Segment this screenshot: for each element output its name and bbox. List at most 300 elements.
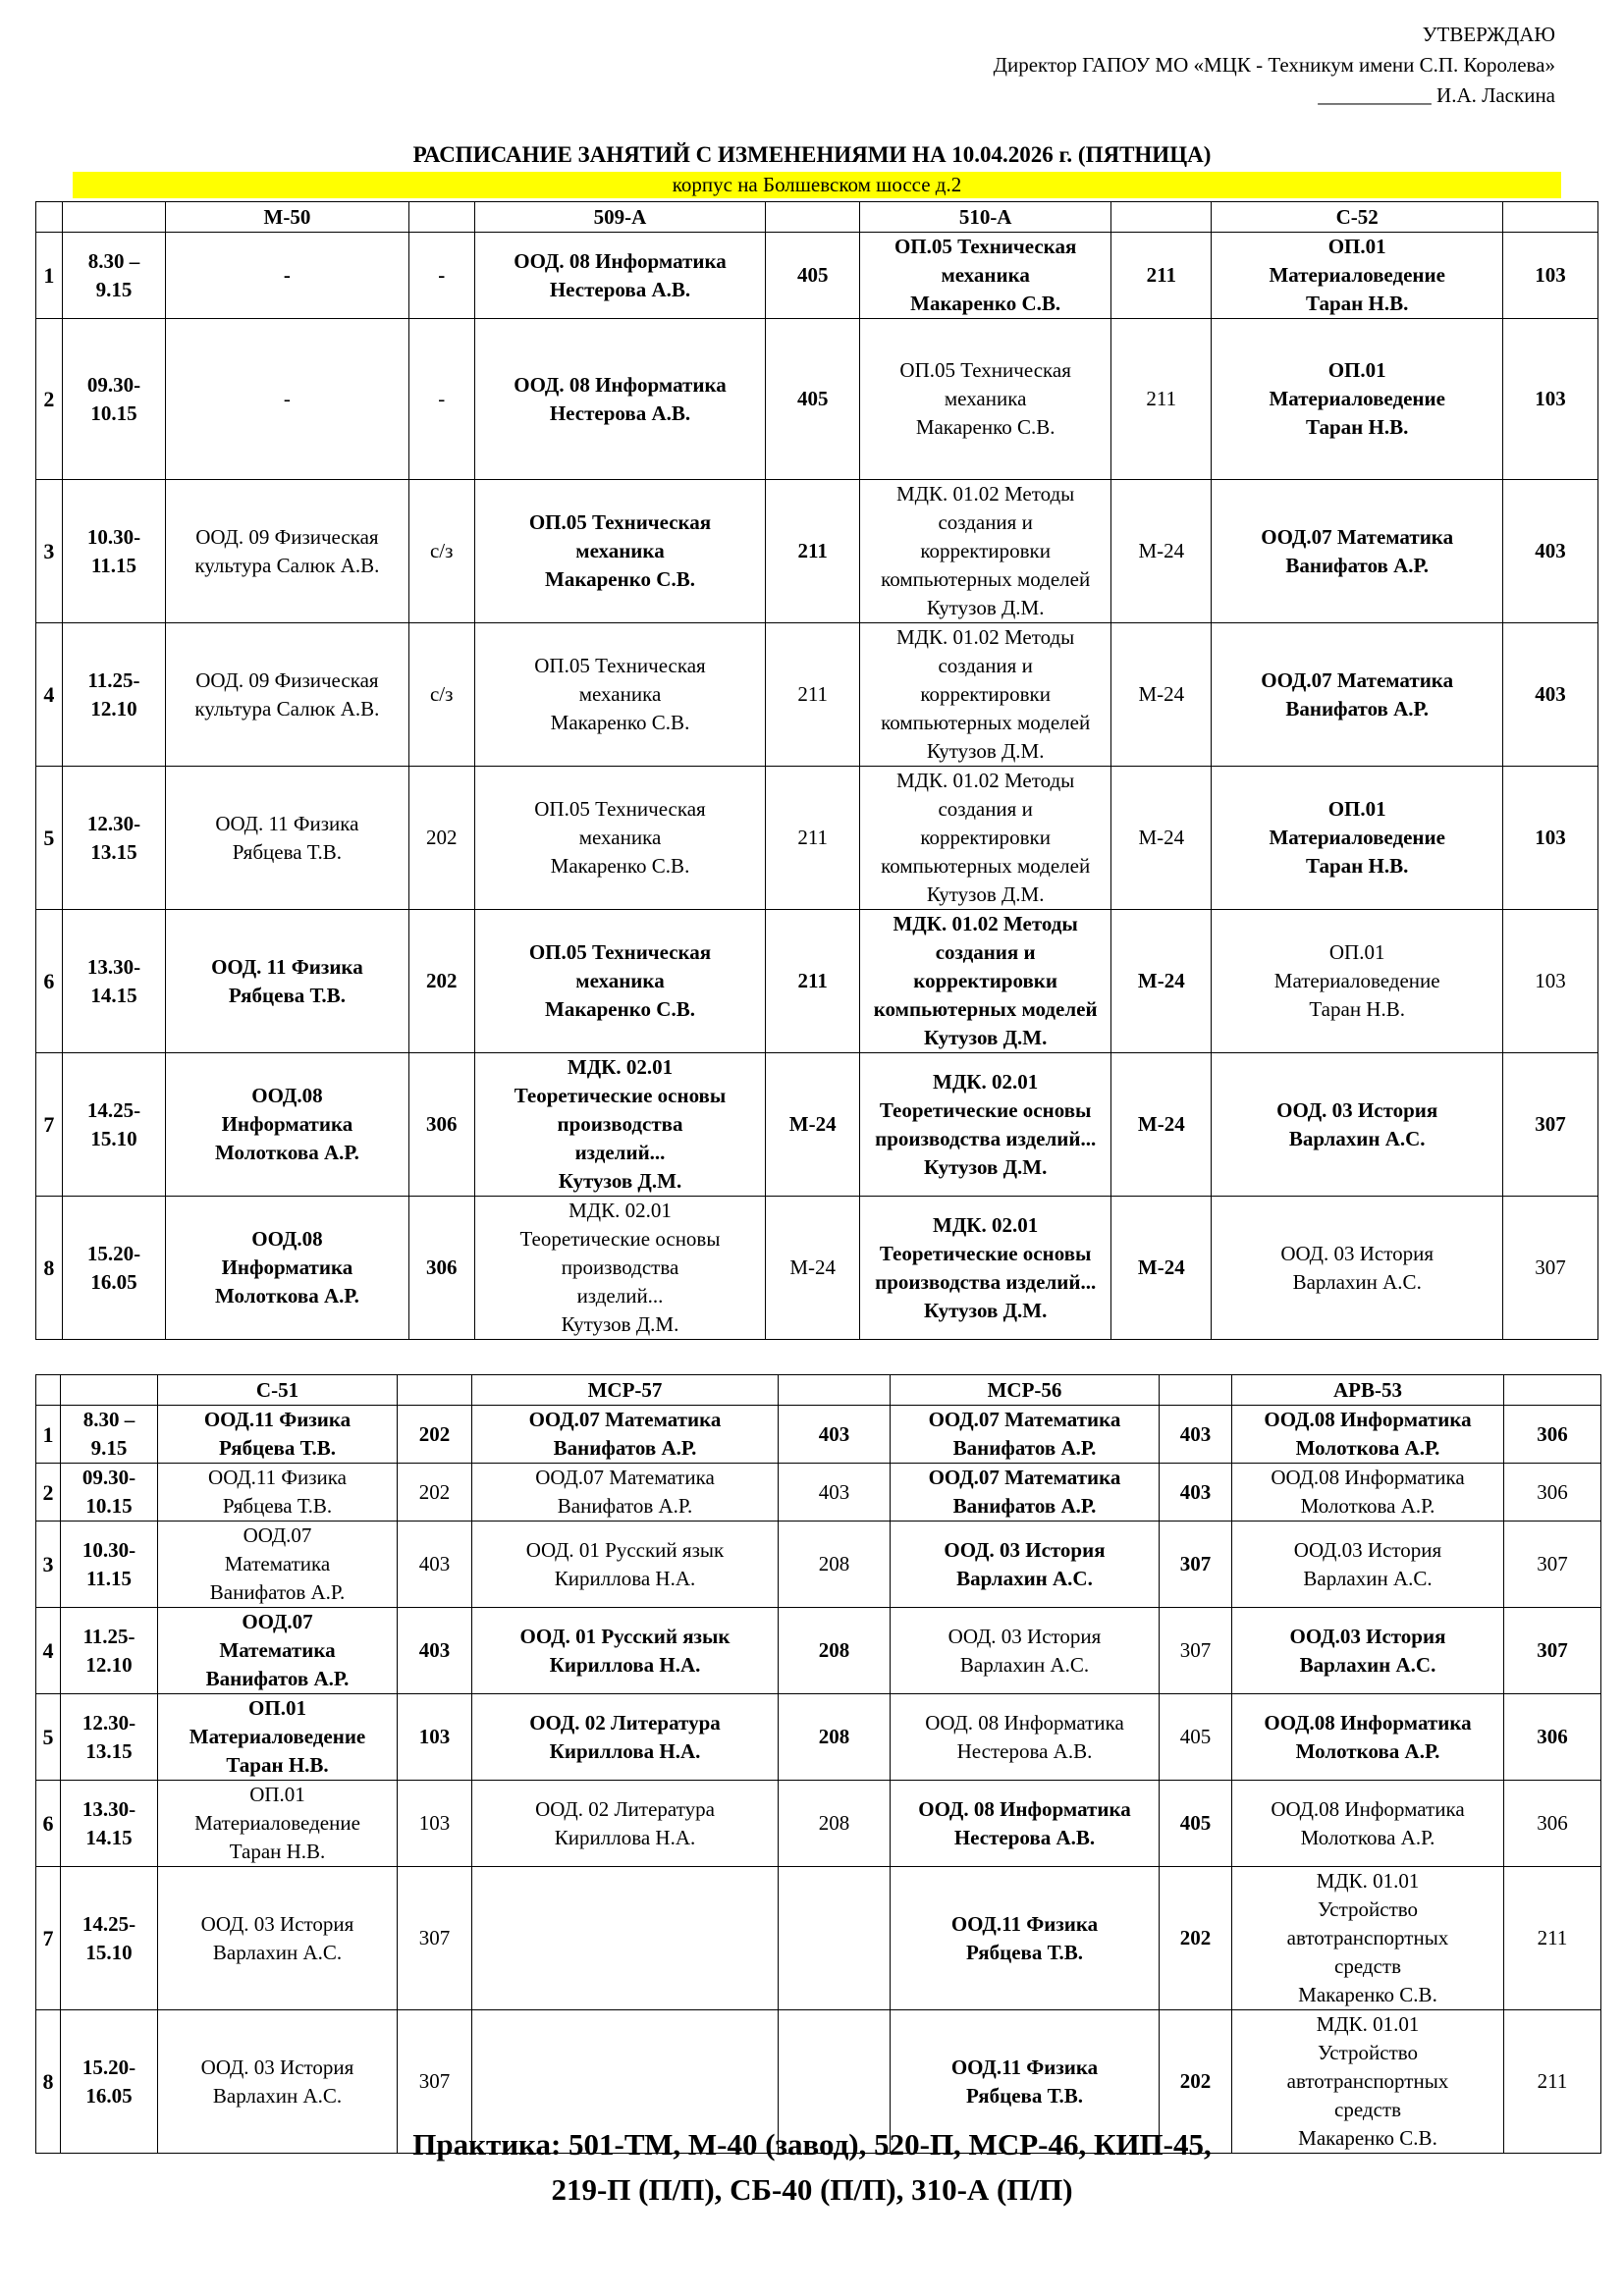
lesson-room (1502, 1197, 1597, 1340)
lesson-subject-text: МДК. 01.02 Методы создания и корректировки компьютерных моделей Кутузов Д.М. (881, 482, 1091, 619)
lesson-room (408, 319, 474, 480)
lesson-time (62, 480, 166, 623)
lesson-room-text: 307 (1535, 1112, 1566, 1136)
lesson-subject (1232, 1406, 1504, 1464)
lesson-room-text: 211 (797, 539, 828, 562)
lesson-time-text: 11.25- 12.10 (82, 1624, 135, 1677)
lesson-time (62, 910, 166, 1053)
lesson-subject-text: ООД. 01 Русский язык Кириллова Н.А. (525, 1537, 725, 1590)
lesson-time-text: 12.30- 13.15 (86, 811, 141, 864)
lesson-subject-text: ООД. 08 Информатика Нестерова А.В. (925, 1710, 1124, 1763)
lesson-room (779, 1608, 891, 1694)
lesson-subject (474, 480, 765, 623)
lesson-room-text: 202 (1179, 1926, 1212, 1949)
lesson-room-text: 103 (418, 1725, 451, 1748)
lesson-number-text: 7 (43, 1112, 55, 1137)
lesson-room-text: 103 (1535, 263, 1566, 287)
lesson-room (1502, 1053, 1597, 1197)
lesson-subject (1232, 1522, 1504, 1608)
group-header (166, 202, 408, 233)
lesson-room-text: с/з (429, 539, 454, 562)
lesson-room (1502, 623, 1597, 767)
lesson-subject-text: ООД.07 Математика Ванифатов А.Р. (1261, 524, 1454, 577)
group-header-text: М-50 (263, 205, 311, 229)
lesson-subject (472, 1867, 779, 2010)
lesson-time-text: 15.20- 16.05 (86, 1241, 141, 1294)
lesson-subject (474, 233, 765, 319)
lesson-subject (860, 233, 1111, 319)
lesson-subject (1212, 1197, 1502, 1340)
lesson-room-text: 306 (425, 1255, 458, 1279)
lesson-number-text: 4 (42, 1638, 54, 1663)
group-header (891, 1375, 1160, 1406)
lesson-subject-text: ООД.07 Математика Ванифатов А.Р. (205, 1610, 350, 1690)
lesson-number (36, 1781, 61, 1867)
lesson-number (36, 623, 63, 767)
lesson-room-text: 211 (797, 826, 829, 849)
lesson-number (36, 1464, 61, 1522)
lesson-row (36, 767, 1598, 910)
lesson-room (766, 319, 860, 480)
lesson-room (1504, 1781, 1601, 1867)
lesson-subject (158, 1867, 398, 2010)
lesson-subject (158, 1522, 398, 1608)
lesson-time-text: 09.30- 10.15 (86, 372, 141, 425)
lesson-row (36, 1053, 1598, 1197)
lesson-number (36, 1406, 61, 1464)
lesson-time-text: 14.25- 15.10 (81, 1911, 136, 1964)
lesson-number-text: 1 (43, 263, 55, 288)
lesson-room-text: 202 (425, 826, 458, 849)
lesson-room (779, 1694, 891, 1781)
lesson-room-text: - (438, 263, 446, 287)
lesson-room-text: 211 (797, 682, 829, 706)
lesson-subject-text: ООД. 03 История Варлахин А.С. (947, 1624, 1102, 1677)
lesson-number-text: 5 (43, 826, 55, 850)
lesson-number (36, 1053, 63, 1197)
lesson-subject-text: ООД.03 История Варлахин А.С. (1293, 1537, 1442, 1590)
lesson-room (398, 1867, 472, 2010)
lesson-number-text: 6 (43, 969, 55, 993)
lesson-number-text: 2 (43, 387, 55, 411)
lesson-time (61, 1522, 158, 1608)
lesson-subject-text: ООД.08 Информатика Молоткова А.Р. (214, 1084, 359, 1164)
group-room-header (1111, 202, 1212, 233)
lesson-time-text: 10.30- 11.15 (86, 524, 141, 577)
lesson-subject (891, 1522, 1160, 1608)
lesson-number-text: 3 (43, 539, 55, 563)
lesson-room-text: 307 (1179, 1638, 1212, 1662)
building-banner: корпус на Болшевском шоссе д.2 (73, 172, 1561, 198)
lesson-subject (158, 1608, 398, 1694)
lesson-time-text: 13.30- 14.15 (86, 954, 141, 1007)
lesson-subject-text: МДК. 02.01 Теоретические основы производства изделий... Кутузов Д.М. (519, 1199, 721, 1336)
lesson-subject-text: ООД. 01 Русский язык Кириллова Н.А. (519, 1624, 731, 1677)
lesson-subject (860, 767, 1111, 910)
lesson-subject (166, 233, 408, 319)
schedule-table-2 (35, 1374, 1601, 2154)
lesson-room-text: 405 (796, 263, 829, 287)
lesson-subject-text: ООД.11 Физика Рябцева Т.В. (950, 2055, 1099, 2108)
lesson-room (1502, 319, 1597, 480)
lesson-room-text: 403 (1535, 539, 1566, 562)
group-header-text: АРВ-53 (1333, 1378, 1402, 1402)
lesson-number (36, 1867, 61, 2010)
lesson-time (62, 1197, 166, 1340)
lesson-room-text: 307 (418, 2069, 451, 2093)
lesson-subject-text: ОП.01 Материаловедение Таран Н.В. (1269, 797, 1445, 878)
lesson-subject-text: ООД. 02 Литература Кириллова Н.А. (529, 1710, 721, 1763)
lesson-subject-text: ООД. 03 История Варлахин А.С. (200, 2055, 354, 2108)
lesson-room-text: М-24 (1138, 682, 1185, 706)
group-header (158, 1375, 398, 1406)
lesson-room (398, 1608, 472, 1694)
lesson-room-text: 403 (818, 1479, 850, 1504)
practice-line-1: Практика: 501-ТМ, М-40 (завод), 520-П, МСР-46, КИП-45, (412, 2127, 1212, 2162)
lesson-subject-text: ООД.08 Информатика Молоткова А.Р. (1264, 1710, 1472, 1763)
lesson-subject-text: ОП.01 Материаловедение Таран Н.В. (1269, 235, 1445, 315)
lesson-subject (472, 1781, 779, 1867)
lesson-subject (891, 1406, 1160, 1464)
lesson-subject (860, 1053, 1111, 1197)
lesson-subject (860, 623, 1111, 767)
lesson-room-text: 403 (418, 1638, 451, 1662)
lesson-room (1160, 1781, 1232, 1867)
lesson-subject-text: ООД.03 История Варлахин А.С. (1289, 1624, 1446, 1677)
lesson-subject (474, 1053, 765, 1197)
lesson-subject-text: ОП.05 Техническая механика Макаренко С.В. (534, 797, 706, 878)
approval-signature: ___________ И.А. Ласкина (1318, 83, 1555, 107)
lesson-subject-text: - (283, 387, 291, 410)
lesson-room (408, 233, 474, 319)
lesson-room (1111, 1197, 1212, 1340)
lesson-room (398, 1464, 472, 1522)
group-room-header (1504, 1375, 1601, 1406)
lesson-subject (891, 1867, 1160, 2010)
lesson-number-text: 4 (43, 682, 55, 707)
lesson-room (1504, 1867, 1601, 2010)
lesson-room (1111, 623, 1212, 767)
approval-position: Директор ГАПОУ МО «МЦК - Техникум имени С.П. Королева» (993, 53, 1555, 77)
lesson-row (36, 1694, 1601, 1781)
lesson-number-text: 8 (42, 2069, 54, 2094)
lesson-row (36, 1781, 1601, 1867)
lesson-time-text: 14.25- 15.10 (86, 1097, 141, 1150)
lesson-subject (166, 767, 408, 910)
lesson-room-text: 405 (1179, 1811, 1212, 1835)
lesson-subject (891, 1781, 1160, 1867)
lesson-time (62, 1053, 166, 1197)
lesson-number-text: 7 (42, 1926, 54, 1950)
lesson-subject-text: ОП.05 Техническая механика Макаренко С.В. (893, 235, 1077, 315)
group-header (472, 1375, 779, 1406)
lesson-room (1502, 910, 1597, 1053)
lesson-subject-text: ООД. 11 Физика Рябцева Т.В. (211, 954, 363, 1007)
lesson-subject (472, 1608, 779, 1694)
lesson-subject (474, 767, 765, 910)
lesson-room-text: 307 (418, 1926, 451, 1949)
lesson-room (408, 1053, 474, 1197)
approval-block (994, 20, 1555, 111)
lesson-time (62, 767, 166, 910)
lesson-room (408, 767, 474, 910)
lesson-number (36, 767, 63, 910)
lesson-subject-text: ОП.05 Техническая механика Макаренко С.В. (534, 654, 706, 734)
lesson-room-text: 405 (796, 387, 829, 410)
lesson-subject (158, 1464, 398, 1522)
lesson-room-text: - (438, 387, 446, 410)
lesson-number-text: 2 (42, 1479, 54, 1505)
lesson-room (1504, 1406, 1601, 1464)
lesson-room-text: 103 (1535, 387, 1566, 410)
lesson-room (779, 1781, 891, 1867)
lesson-subject (166, 1197, 408, 1340)
lesson-room-text: 306 (1537, 1725, 1568, 1748)
lesson-subject (1212, 910, 1502, 1053)
lesson-subject-text: ОП.05 Техническая механика Макаренко С.В. (528, 940, 712, 1021)
lesson-room-text: 103 (418, 1811, 451, 1835)
lesson-number (36, 1694, 61, 1781)
lesson-room (1502, 480, 1597, 623)
lesson-subject-text: ООД. 03 История Варлахин А.С. (1276, 1097, 1438, 1150)
lesson-room (1111, 910, 1212, 1053)
lesson-room-text: 211 (797, 969, 828, 992)
lesson-time (61, 1781, 158, 1867)
lesson-room (1160, 1406, 1232, 1464)
lesson-room (766, 480, 860, 623)
lesson-room-text: 403 (1535, 682, 1566, 706)
lesson-subject (891, 1694, 1160, 1781)
lesson-room (1160, 1464, 1232, 1522)
lesson-room-text: 306 (1537, 1421, 1568, 1446)
lesson-subject-text: ООД.07 Математика Ванифатов А.Р. (209, 1523, 346, 1604)
group-header-text: С-52 (1335, 205, 1379, 229)
lesson-room-text: 403 (1179, 1479, 1212, 1504)
practice-line-2: 219-П (П/П), СБ-40 (П/П), 310-А (П/П) (551, 2172, 1073, 2207)
lesson-subject-text: ООД. 08 Информатика Нестерова А.В. (514, 248, 727, 301)
lesson-subject (1232, 1608, 1504, 1694)
lesson-room (766, 1197, 860, 1340)
lesson-room (1160, 1522, 1232, 1608)
lesson-time-text: 11.25- 12.10 (87, 667, 140, 721)
lesson-number-text: 3 (42, 1552, 54, 1576)
lesson-subject (1212, 233, 1502, 319)
lesson-subject (474, 319, 765, 480)
lesson-subject (1232, 1464, 1504, 1522)
lesson-room-text: 403 (1179, 1421, 1212, 1446)
header-time (62, 202, 166, 233)
group-room-header (1160, 1375, 1232, 1406)
lesson-subject-text: ООД.08 Информатика Молоткова А.Р. (1271, 1796, 1465, 1849)
lesson-subject-text: ОП.01 Материаловедение Таран Н.В. (1269, 358, 1445, 439)
lesson-room-text: 306 (1537, 1479, 1568, 1504)
lesson-room (1111, 767, 1212, 910)
lesson-room (1111, 233, 1212, 319)
lesson-subject-text: - (283, 263, 291, 287)
lesson-subject-text: ООД.08 Информатика Молоткова А.Р. (214, 1227, 359, 1308)
lesson-time-text: 13.30- 14.15 (81, 1796, 136, 1849)
lesson-room (766, 767, 860, 910)
lesson-room (1502, 767, 1597, 910)
lesson-subject (472, 1694, 779, 1781)
header-row (36, 202, 1598, 233)
lesson-subject (891, 1464, 1160, 1522)
lesson-subject (1232, 1867, 1504, 2010)
lesson-number (36, 319, 63, 480)
lesson-number-text: 8 (43, 1255, 55, 1280)
lesson-room (1160, 1608, 1232, 1694)
lesson-subject (158, 1406, 398, 1464)
lesson-subject-text: МДК. 02.01 Теоретические основы производства изделий... Кутузов Д.М. (875, 1069, 1097, 1179)
lesson-subject-text: ООД.08 Информатика Молоткова А.Р. (1264, 1408, 1472, 1460)
lesson-subject-text: ООД. 08 Информатика Нестерова А.В. (514, 372, 727, 425)
group-header (474, 202, 765, 233)
group-header (860, 202, 1111, 233)
lesson-subject-text: ООД. 09 Физическая культура Салюк А.В. (194, 524, 380, 577)
lesson-subject-text: ООД.07 Математика Ванифатов А.Р. (535, 1466, 715, 1518)
lesson-subject (1212, 480, 1502, 623)
lesson-subject-text: ООД. 03 История Варлахин А.С. (200, 1911, 354, 1964)
lesson-time-text: 8.30 – 9.15 (87, 248, 140, 301)
lesson-room-text: 208 (818, 1811, 850, 1835)
header-corner (36, 202, 63, 233)
lesson-subject (166, 910, 408, 1053)
lesson-room-text: 307 (1537, 1552, 1568, 1575)
group-header-text: МСР-57 (587, 1378, 663, 1402)
lesson-number (36, 233, 63, 319)
lesson-subject (472, 1464, 779, 1522)
group-header-text: С-51 (255, 1378, 299, 1402)
lesson-subject (166, 623, 408, 767)
lesson-room-text: 405 (1179, 1725, 1212, 1748)
lesson-room (408, 623, 474, 767)
lesson-subject-text: ООД. 11 Физика Рябцева Т.В. (215, 811, 359, 864)
lesson-subject-text: МДК. 02.01 Теоретические основы производства изделий... Кутузов Д.М. (875, 1212, 1097, 1322)
lesson-room (1160, 1694, 1232, 1781)
lesson-room-text: 208 (818, 1552, 850, 1575)
lesson-room (398, 1781, 472, 1867)
lesson-subject-text: ОП.05 Техническая механика Макаренко С.В. (528, 510, 712, 591)
lesson-row (36, 1464, 1601, 1522)
lesson-number (36, 480, 63, 623)
lesson-room-text: 403 (818, 1421, 850, 1446)
group-room-header (766, 202, 860, 233)
lesson-row (36, 623, 1598, 767)
lesson-room-text: 306 (1537, 1811, 1568, 1835)
lesson-subject-text: ОП.01 Материаловедение Таран Н.В. (1273, 940, 1440, 1021)
lesson-subject-text: МДК. 01.01 Устройство автотранспортных средств Макаренко С.В. (1286, 1869, 1449, 2006)
lesson-subject-text: ОП.05 Техническая механика Макаренко С.В. (899, 358, 1071, 439)
lesson-room-text: 307 (1179, 1552, 1212, 1575)
lesson-subject-text: МДК. 01.01 Устройство автотранспортных средств Макаренко С.В. (1286, 2012, 1449, 2150)
lesson-room (398, 1406, 472, 1464)
lesson-room (408, 480, 474, 623)
lesson-room-text: М-24 (1138, 826, 1185, 849)
lesson-subject (166, 480, 408, 623)
lesson-subject-text: ОП.01 Материаловедение Таран Н.В. (189, 1696, 366, 1777)
group-room-header (1502, 202, 1597, 233)
lesson-subject (860, 319, 1111, 480)
group-header-text: 509-А (593, 205, 647, 229)
group-room-header (779, 1375, 891, 1406)
lesson-time-text: 12.30- 13.15 (81, 1710, 136, 1763)
lesson-subject-text: ООД.07 Математика Ванифатов А.Р. (928, 1466, 1121, 1518)
lesson-time-text: 8.30 – 9.15 (82, 1408, 135, 1460)
lesson-subject-text: ООД. 08 Информатика Нестерова А.В. (918, 1796, 1131, 1849)
lesson-subject (474, 1197, 765, 1340)
lesson-number (36, 1197, 63, 1340)
lesson-row (36, 480, 1598, 623)
lesson-room-text: 202 (425, 969, 458, 992)
lesson-number (36, 1522, 61, 1608)
lesson-subject (158, 1781, 398, 1867)
lesson-room-text: М-24 (1137, 1255, 1185, 1279)
schedule-table-1 (35, 201, 1598, 1340)
lesson-subject-text: ОП.01 Материаловедение Таран Н.В. (194, 1783, 360, 1863)
lesson-room (1504, 1464, 1601, 1522)
lesson-row (36, 1406, 1601, 1464)
lesson-room (1160, 1867, 1232, 2010)
lesson-subject (891, 1608, 1160, 1694)
lesson-time (61, 1464, 158, 1522)
lesson-room (1504, 1522, 1601, 1608)
lesson-room-text: М-24 (789, 1255, 837, 1279)
lesson-subject-text: ООД.11 Физика Рябцева Т.В. (208, 1466, 347, 1518)
lesson-row (36, 1867, 1601, 2010)
lesson-row (36, 1522, 1601, 1608)
lesson-room (1504, 1608, 1601, 1694)
lesson-number (36, 1608, 61, 1694)
lesson-row (36, 1197, 1598, 1340)
lesson-room-text: М-24 (1137, 969, 1185, 992)
lesson-room (398, 1522, 472, 1608)
lesson-room-text: 208 (818, 1638, 850, 1662)
lesson-room-text: М-24 (1138, 539, 1185, 562)
lesson-room-text: 307 (1537, 1638, 1568, 1662)
lesson-room (779, 1522, 891, 1608)
lesson-room-text: М-24 (1137, 1112, 1185, 1136)
lesson-room-text: 211 (1146, 263, 1176, 287)
lesson-room-text: 103 (1535, 826, 1566, 849)
lesson-time (61, 1608, 158, 1694)
lesson-room (408, 1197, 474, 1340)
group-room-header (408, 202, 474, 233)
lesson-subject-text: МДК. 01.02 Методы создания и корректировки компьютерных моделей Кутузов Д.М. (881, 625, 1091, 763)
lesson-room (766, 233, 860, 319)
approval-title: УТВЕРЖДАЮ (1422, 23, 1555, 46)
lesson-room-text: 202 (418, 1479, 451, 1504)
lesson-subject (860, 1197, 1111, 1340)
lesson-subject-text: МДК. 02.01 Теоретические основы производства изделий... Кутузов Д.М. (514, 1055, 727, 1193)
group-header (1232, 1375, 1504, 1406)
lesson-room (779, 1867, 891, 2010)
lesson-room (1504, 1694, 1601, 1781)
lesson-subject (158, 1694, 398, 1781)
lesson-time-text: 10.30- 11.15 (81, 1537, 136, 1590)
group-header (1212, 202, 1502, 233)
lesson-subject (860, 480, 1111, 623)
lesson-room-text: с/з (429, 682, 454, 706)
lesson-subject-text: ООД. 02 Литература Кириллова Н.А. (535, 1796, 715, 1849)
lesson-room-text: 202 (418, 1421, 451, 1446)
lesson-subject (860, 910, 1111, 1053)
lesson-subject (1232, 1781, 1504, 1867)
lesson-room (766, 623, 860, 767)
lesson-time-text: 15.20- 16.05 (81, 2055, 136, 2108)
lesson-room (1111, 1053, 1212, 1197)
lesson-row (36, 319, 1598, 480)
lesson-room (779, 1464, 891, 1522)
